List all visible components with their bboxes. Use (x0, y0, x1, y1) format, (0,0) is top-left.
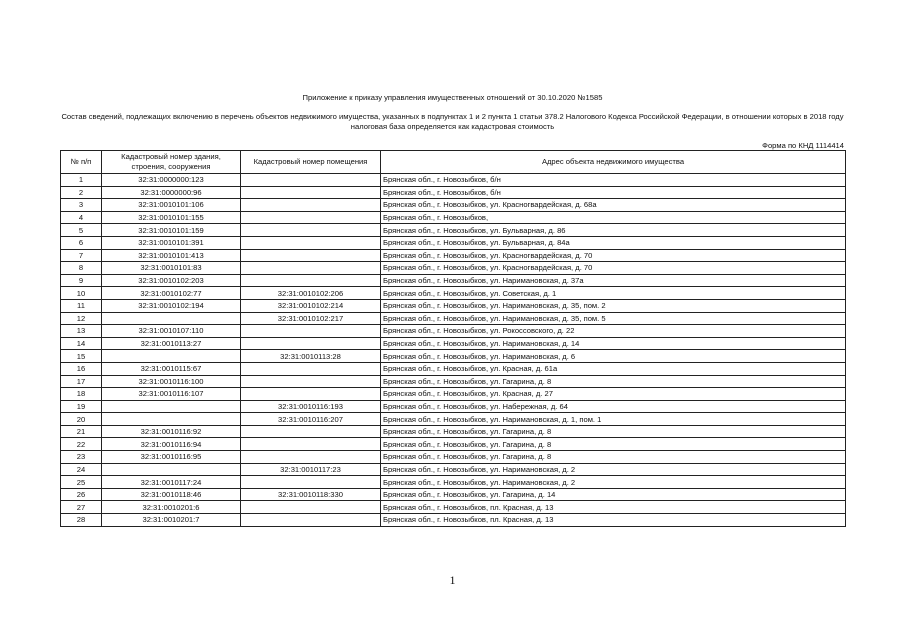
row-number-cell: 20 (61, 413, 102, 426)
premises-cadastral-cell (241, 211, 381, 224)
table-row (61, 287, 846, 300)
row-number-cell: 12 (61, 312, 102, 325)
building-cadastral-cell: 32:31:0010101:413 (102, 249, 241, 262)
premises-cadastral-cell: 32:31:0010102:217 (241, 312, 381, 325)
table-row (61, 299, 846, 312)
column-header-premises: Кадастровый номер помещения (241, 151, 381, 174)
premises-cadastral-cell: 32:31:0010102:206 (241, 287, 381, 300)
address-cell: Брянская обл., г. Новозыбков, ул. Гагарина, д. 14 (381, 488, 846, 501)
table-row (61, 262, 846, 275)
row-number-cell: 10 (61, 287, 102, 300)
document-title: Приложение к приказу управления имущественных отношений от 30.10.2020 №1585 (302, 93, 603, 102)
row-number-cell: 8 (61, 262, 102, 275)
address-cell: Брянская обл., г. Новозыбков, ул. Гагарина, д. 8 (381, 425, 846, 438)
address-cell: Брянская обл., г. Новозыбков, ул. Наримановская, д. 2 (381, 476, 846, 489)
table-row (61, 488, 846, 501)
building-cadastral-cell: 32:31:0010113:27 (102, 337, 241, 350)
premises-cadastral-cell (241, 236, 381, 249)
building-cadastral-cell: 32:31:0010101:106 (102, 199, 241, 212)
table-row (61, 312, 846, 325)
row-number-cell: 21 (61, 425, 102, 438)
building-cadastral-cell (102, 463, 241, 476)
premises-cadastral-cell (241, 438, 381, 451)
address-cell: Брянская обл., г. Новозыбков, ул. Гагарина, д. 8 (381, 451, 846, 464)
address-cell: Брянская обл., г. Новозыбков, ул. Бульварная, д. 86 (381, 224, 846, 237)
address-cell: Брянская обл., г. Новозыбков, ул. Красная, д. 61а (381, 362, 846, 375)
building-cadastral-cell: 32:31:0010107:110 (102, 325, 241, 338)
premises-cadastral-cell (241, 224, 381, 237)
row-number-cell: 13 (61, 325, 102, 338)
address-cell: Брянская обл., г. Новозыбков, ул. Наримановская, д. 35, пом. 2 (381, 299, 846, 312)
address-cell: Брянская обл., г. Новозыбков, ул. Гагарина, д. 8 (381, 438, 846, 451)
row-number-cell: 23 (61, 451, 102, 464)
page-number: 1 (449, 573, 456, 587)
address-cell: Брянская обл., г. Новозыбков, ул. Советская, д. 1 (381, 287, 846, 300)
premises-cadastral-cell (241, 425, 381, 438)
building-cadastral-cell: 32:31:0000000:96 (102, 186, 241, 199)
premises-cadastral-cell: 32:31:0010118:330 (241, 488, 381, 501)
building-cadastral-cell: 32:31:0010116:107 (102, 388, 241, 401)
table-row (61, 199, 846, 212)
building-cadastral-cell: 32:31:0010115:67 (102, 362, 241, 375)
building-cadastral-cell (102, 350, 241, 363)
building-cadastral-cell: 32:31:0010101:83 (102, 262, 241, 275)
table-row (61, 400, 846, 413)
premises-cadastral-cell (241, 274, 381, 287)
building-cadastral-cell: 32:31:0010102:194 (102, 299, 241, 312)
address-cell: Брянская обл., г. Новозыбков, ул. Бульварная, д. 84а (381, 236, 846, 249)
building-cadastral-cell (102, 400, 241, 413)
table-header-row (61, 151, 846, 174)
table-body (61, 174, 846, 527)
premises-cadastral-cell (241, 476, 381, 489)
form-code: Форма по КНД 1114414 (762, 141, 844, 150)
building-cadastral-cell: 32:31:0010101:155 (102, 211, 241, 224)
premises-cadastral-cell (241, 375, 381, 388)
table-row (61, 350, 846, 363)
row-number-cell: 27 (61, 501, 102, 514)
building-cadastral-cell: 32:31:0010116:95 (102, 451, 241, 464)
building-cadastral-cell (102, 312, 241, 325)
property-table (60, 150, 846, 527)
table-row (61, 375, 846, 388)
table-row (61, 274, 846, 287)
premises-cadastral-cell (241, 501, 381, 514)
building-cadastral-cell: 32:31:0010118:46 (102, 488, 241, 501)
row-number-cell: 5 (61, 224, 102, 237)
building-cadastral-cell: 32:31:0010117:24 (102, 476, 241, 489)
premises-cadastral-cell (241, 337, 381, 350)
table-row (61, 413, 846, 426)
building-cadastral-cell: 32:31:0010101:159 (102, 224, 241, 237)
address-cell: Брянская обл., г. Новозыбков, ул. Гагарина, д. 8 (381, 375, 846, 388)
address-cell: Брянская обл., г. Новозыбков, б/н (381, 174, 846, 187)
premises-cadastral-cell (241, 388, 381, 401)
premises-cadastral-cell (241, 514, 381, 527)
address-cell: Брянская обл., г. Новозыбков, пл. Красная, д. 13 (381, 501, 846, 514)
building-cadastral-cell: 32:31:0010116:100 (102, 375, 241, 388)
document-subtitle: Состав сведений, подлежащих включению в перечень объектов недвижимого имущества, указанных в подпунктах 1 и 2 пункта 1 статьи 378.2 Налогового Кодекса Российской Федерации, в отношении которых в 2018 году налоговая база определяется как кадастровая стоимость (61, 112, 844, 131)
table-row (61, 514, 846, 527)
address-cell: Брянская обл., г. Новозыбков, ул. Наримановская, д. 14 (381, 337, 846, 350)
premises-cadastral-cell (241, 199, 381, 212)
table-row (61, 463, 846, 476)
table-row (61, 438, 846, 451)
address-cell: Брянская обл., г. Новозыбков, ул. Красногвардейская, д. 68а (381, 199, 846, 212)
address-cell: Брянская обл., г. Новозыбков, б/н (381, 186, 846, 199)
table-row (61, 325, 846, 338)
building-cadastral-cell (102, 413, 241, 426)
address-cell: Брянская обл., г. Новозыбков, ул. Наримановская, д. 37а (381, 274, 846, 287)
table-row (61, 211, 846, 224)
premises-cadastral-cell: 32:31:0010113:28 (241, 350, 381, 363)
row-number-cell: 19 (61, 400, 102, 413)
address-cell: Брянская обл., г. Новозыбков, ул. Набережная, д. 64 (381, 400, 846, 413)
address-cell: Брянская обл., г. Новозыбков, ул. Красная, д. 27 (381, 388, 846, 401)
premises-cadastral-cell: 32:31:0010116:193 (241, 400, 381, 413)
row-number-cell: 26 (61, 488, 102, 501)
table-row (61, 451, 846, 464)
address-cell: Брянская обл., г. Новозыбков, ул. Наримановская, д. 2 (381, 463, 846, 476)
column-header-num: № п/п (61, 151, 102, 174)
premises-cadastral-cell (241, 174, 381, 187)
row-number-cell: 17 (61, 375, 102, 388)
row-number-cell: 15 (61, 350, 102, 363)
table-row (61, 249, 846, 262)
premises-cadastral-cell (241, 262, 381, 275)
premises-cadastral-cell (241, 451, 381, 464)
row-number-cell: 11 (61, 299, 102, 312)
table-row (61, 388, 846, 401)
table-row (61, 476, 846, 489)
row-number-cell: 6 (61, 236, 102, 249)
premises-cadastral-cell: 32:31:0010117:23 (241, 463, 381, 476)
address-cell: Брянская обл., г. Новозыбков, ул. Красногвардейская, д. 70 (381, 249, 846, 262)
premises-cadastral-cell: 32:31:0010116:207 (241, 413, 381, 426)
table-row (61, 425, 846, 438)
building-cadastral-cell: 32:31:0000000:123 (102, 174, 241, 187)
table-row (61, 501, 846, 514)
premises-cadastral-cell (241, 362, 381, 375)
address-cell: Брянская обл., г. Новозыбков, (381, 211, 846, 224)
table-row (61, 224, 846, 237)
row-number-cell: 14 (61, 337, 102, 350)
table-row (61, 337, 846, 350)
address-cell: Брянская обл., г. Новозыбков, ул. Наримановская, д. 35, пом. 5 (381, 312, 846, 325)
address-cell: Брянская обл., г. Новозыбков, пл. Красная, д. 13 (381, 514, 846, 527)
premises-cadastral-cell: 32:31:0010102:214 (241, 299, 381, 312)
table-row (61, 186, 846, 199)
row-number-cell: 25 (61, 476, 102, 489)
column-header-address: Адрес объекта недвижимого имущества (381, 151, 846, 174)
row-number-cell: 28 (61, 514, 102, 527)
column-header-building: Кадастровый номер здания, строения, сооружения (102, 151, 241, 174)
row-number-cell: 3 (61, 199, 102, 212)
row-number-cell: 18 (61, 388, 102, 401)
building-cadastral-cell: 32:31:0010116:92 (102, 425, 241, 438)
row-number-cell: 1 (61, 174, 102, 187)
row-number-cell: 24 (61, 463, 102, 476)
premises-cadastral-cell (241, 325, 381, 338)
row-number-cell: 4 (61, 211, 102, 224)
building-cadastral-cell: 32:31:0010116:94 (102, 438, 241, 451)
row-number-cell: 2 (61, 186, 102, 199)
table-row (61, 362, 846, 375)
building-cadastral-cell: 32:31:0010102:203 (102, 274, 241, 287)
building-cadastral-cell: 32:31:0010101:391 (102, 236, 241, 249)
building-cadastral-cell: 32:31:0010201:6 (102, 501, 241, 514)
table-row (61, 174, 846, 187)
address-cell: Брянская обл., г. Новозыбков, ул. Рокоссовского, д. 22 (381, 325, 846, 338)
address-cell: Брянская обл., г. Новозыбков, ул. Наримановская, д. 6 (381, 350, 846, 363)
row-number-cell: 7 (61, 249, 102, 262)
address-cell: Брянская обл., г. Новозыбков, ул. Красногвардейская, д. 70 (381, 262, 846, 275)
row-number-cell: 16 (61, 362, 102, 375)
row-number-cell: 22 (61, 438, 102, 451)
row-number-cell: 9 (61, 274, 102, 287)
premises-cadastral-cell (241, 186, 381, 199)
address-cell: Брянская обл., г. Новозыбков, ул. Наримановская, д. 1, пом. 1 (381, 413, 846, 426)
building-cadastral-cell: 32:31:0010102:77 (102, 287, 241, 300)
building-cadastral-cell: 32:31:0010201:7 (102, 514, 241, 527)
premises-cadastral-cell (241, 249, 381, 262)
table-row (61, 236, 846, 249)
